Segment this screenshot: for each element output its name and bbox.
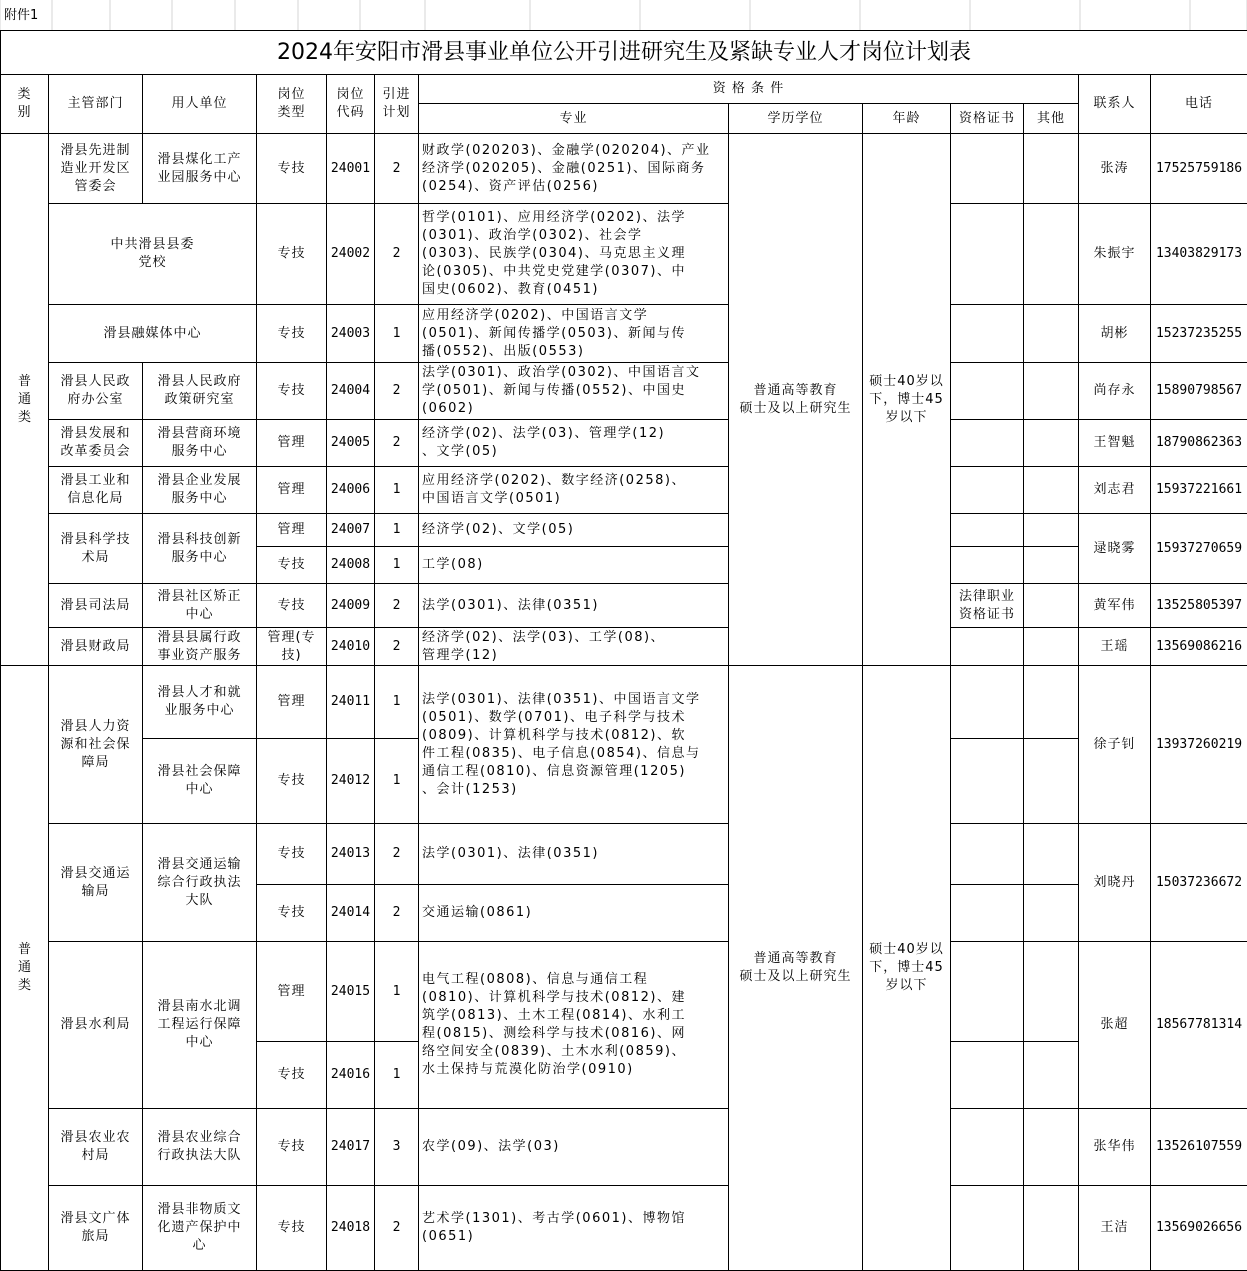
department-cell: 滑县科学技 术局: [48, 513, 143, 584]
other-cell: [1023, 362, 1079, 420]
phone-cell: 13526107559: [1150, 1108, 1247, 1186]
plan-cell: 1: [374, 665, 419, 739]
unit-cell: 滑县县属行政 事业资产服务: [142, 627, 257, 666]
other-cell: [1023, 466, 1079, 514]
contact-cell: 黄军伟: [1078, 583, 1151, 628]
plan-cell: 2: [374, 1185, 419, 1271]
plan-cell: 1: [374, 513, 419, 547]
major-cell: 工学(08): [418, 546, 729, 584]
post-type-cell: 管理: [256, 513, 327, 547]
certificate-cell: [950, 546, 1024, 584]
contact-cell: 王洁: [1078, 1185, 1151, 1271]
major-cell: 艺术学(1301)、考古学(0601)、博物馆 (0651): [418, 1185, 729, 1271]
post-code-cell: 24002: [326, 203, 375, 305]
header-phone: 电话: [1150, 74, 1247, 134]
category-cell: 普 通 类: [0, 665, 49, 1271]
certificate-cell: [950, 419, 1024, 467]
education-cell: 普通高等教育 硕士及以上研究生: [728, 665, 863, 1271]
phone-cell: 15237235255: [1150, 304, 1247, 363]
post-code-cell: 24004: [326, 362, 375, 420]
plan-cell: 1: [374, 1041, 419, 1109]
post-type-cell: 专技: [256, 203, 327, 305]
unit-cell: 滑县非物质文 化遗产保护中 心: [142, 1185, 257, 1271]
header-post-type: 岗位 类型: [256, 74, 327, 134]
post-type-cell: 专技: [256, 362, 327, 420]
certificate-cell: [950, 627, 1024, 666]
department-cell: 滑县人力资 源和社会保 障局: [48, 665, 143, 824]
header-post-code: 岗位 代码: [326, 74, 375, 134]
other-cell: [1023, 665, 1079, 739]
department-cell: 滑县人民政 府办公室: [48, 362, 143, 420]
certificate-cell: [950, 738, 1024, 824]
other-cell: [1023, 1108, 1079, 1186]
major-cell: 哲学(0101)、应用经济学(0202)、法学 (0301)、政治学(0302)、社会学 (0303)、民族学(0304)、马克思主义理 论(0305)、中共党史党建学(0307)、中 国史(0602)、教育(0451): [418, 203, 729, 305]
post-code-cell: 24017: [326, 1108, 375, 1186]
post-type-cell: 专技: [256, 1041, 327, 1109]
post-code-cell: 24005: [326, 419, 375, 467]
other-cell: [1023, 738, 1079, 824]
department-cell: 滑县工业和 信息化局: [48, 466, 143, 514]
post-type-cell: 专技: [256, 133, 327, 204]
post-code-cell: 24012: [326, 738, 375, 824]
plan-cell: 1: [374, 304, 419, 363]
post-code-cell: 24003: [326, 304, 375, 363]
post-type-cell: 管理: [256, 665, 327, 739]
unit-cell: 滑县交通运输 综合行政执法 大队: [142, 823, 257, 942]
header-department: 主管部门: [48, 74, 143, 134]
contact-cell: 徐子钊: [1078, 665, 1151, 824]
contact-cell: 尚存永: [1078, 362, 1151, 420]
other-cell: [1023, 419, 1079, 467]
major-cell: 电气工程(0808)、信息与通信工程 (0810)、计算机科学与技术(0812)、建 筑学(0813)、土木工程(0814)、水利工 程(0815)、测绘科学与技术(0816)、网 络空间安全(0839)、土木水利(0859)、 水土保持与荒漠化防治学(0910): [418, 941, 729, 1109]
major-cell: 法学(0301)、法律(0351)、中国语言文学 (0501)、数学(0701)、电子科学与技术 (0809)、计算机科学与技术(0812)、软 件工程(0835)、电子信息(0854)、信息与 通信工程(0810)、信息资源管理(1205) 、会计(1253): [418, 665, 729, 824]
other-cell: [1023, 884, 1079, 942]
age-cell: 硕士40岁以 下，博士45 岁以下: [862, 665, 951, 1271]
major-cell: 农学(09)、法学(03): [418, 1108, 729, 1186]
post-code-cell: 24018: [326, 1185, 375, 1271]
header-certificate: 资格证书: [950, 103, 1024, 134]
header-education: 学历学位: [728, 103, 863, 134]
department-cell: 滑县农业农 村局: [48, 1108, 143, 1186]
major-cell: 法学(0301)、政治学(0302)、中国语言文 学(0501)、新闻与传播(0552)、中国史 (0602): [418, 362, 729, 420]
certificate-cell: [950, 513, 1024, 547]
department-cell: 滑县文广体 旅局: [48, 1185, 143, 1271]
phone-cell: 13569026656: [1150, 1185, 1247, 1271]
certificate-cell: 法律职业 资格证书: [950, 583, 1024, 628]
other-cell: [1023, 583, 1079, 628]
certificate-cell: [950, 203, 1024, 305]
post-code-cell: 24007: [326, 513, 375, 547]
post-type-cell: 管理: [256, 941, 327, 1042]
certificate-cell: [950, 133, 1024, 204]
phone-cell: 13569086216: [1150, 627, 1247, 666]
contact-cell: 刘志君: [1078, 466, 1151, 514]
certificate-cell: [950, 1108, 1024, 1186]
major-cell: 法学(0301)、法律(0351): [418, 583, 729, 628]
phone-cell: 18567781314: [1150, 941, 1247, 1109]
plan-cell: 1: [374, 738, 419, 824]
attachment-label: 附件1: [4, 7, 39, 23]
post-type-cell: 管理(专 技): [256, 627, 327, 666]
certificate-cell: [950, 1185, 1024, 1271]
certificate-cell: [950, 823, 1024, 885]
post-type-cell: 专技: [256, 583, 327, 628]
certificate-cell: [950, 941, 1024, 1042]
unit-cell: 滑县社会保障 中心: [142, 738, 257, 824]
department-unit-cell: 滑县融媒体中心: [48, 304, 257, 363]
certificate-cell: [950, 665, 1024, 739]
other-cell: [1023, 513, 1079, 547]
age-cell: 硕士40岁以 下，博士45 岁以下: [862, 133, 951, 666]
page-title: 2024年安阳市滑县事业单位公开引进研究生及紧缺专业人才岗位计划表: [0, 30, 1247, 75]
plan-cell: 2: [374, 133, 419, 204]
post-type-cell: 管理: [256, 466, 327, 514]
phone-cell: 15937221661: [1150, 466, 1247, 514]
certificate-cell: [950, 362, 1024, 420]
post-type-cell: 专技: [256, 1108, 327, 1186]
plan-cell: 1: [374, 466, 419, 514]
header-plan: 引进 计划: [374, 74, 419, 134]
post-code-cell: 24010: [326, 627, 375, 666]
unit-cell: 滑县人才和就 业服务中心: [142, 665, 257, 739]
major-cell: 经济学(02)、法学(03)、管理学(12) 、文学(05): [418, 419, 729, 467]
contact-cell: 王智魁: [1078, 419, 1151, 467]
post-type-cell: 专技: [256, 304, 327, 363]
other-cell: [1023, 941, 1079, 1042]
post-code-cell: 24014: [326, 884, 375, 942]
certificate-cell: [950, 1041, 1024, 1109]
contact-cell: 张华伟: [1078, 1108, 1151, 1186]
header-other: 其他: [1023, 103, 1079, 134]
phone-cell: 17525759186: [1150, 133, 1247, 204]
department-cell: 滑县司法局: [48, 583, 143, 628]
plan-cell: 3: [374, 1108, 419, 1186]
unit-cell: 滑县社区矫正 中心: [142, 583, 257, 628]
certificate-cell: [950, 304, 1024, 363]
unit-cell: 滑县科技创新 服务中心: [142, 513, 257, 584]
post-type-cell: 专技: [256, 823, 327, 885]
plan-cell: 1: [374, 941, 419, 1042]
post-code-cell: 24011: [326, 665, 375, 739]
major-cell: 财政学(020203)、金融学(020204)、产业 经济学(020205)、金融(0251)、国际商务 (0254)、资产评估(0256): [418, 133, 729, 204]
phone-cell: 13937260219: [1150, 665, 1247, 824]
post-code-cell: 24015: [326, 941, 375, 1042]
contact-cell: 刘晓丹: [1078, 823, 1151, 942]
phone-cell: 15937270659: [1150, 513, 1247, 584]
major-cell: 应用经济学(0202)、中国语言文学 (0501)、新闻传播学(0503)、新闻与传 播(0552)、出版(0553): [418, 304, 729, 363]
unit-cell: 滑县企业发展 服务中心: [142, 466, 257, 514]
phone-cell: 13525805397: [1150, 583, 1247, 628]
major-cell: 法学(0301)、法律(0351): [418, 823, 729, 885]
phone-cell: 15037236672: [1150, 823, 1247, 942]
plan-cell: 2: [374, 823, 419, 885]
phone-cell: 18790862363: [1150, 419, 1247, 467]
department-cell: 滑县先进制 造业开发区 管委会: [48, 133, 143, 204]
plan-cell: 2: [374, 419, 419, 467]
header-unit: 用人单位: [142, 74, 257, 134]
contact-cell: 张涛: [1078, 133, 1151, 204]
education-cell: 普通高等教育 硕士及以上研究生: [728, 133, 863, 666]
unit-cell: 滑县人民政府 政策研究室: [142, 362, 257, 420]
major-cell: 经济学(02)、文学(05): [418, 513, 729, 547]
plan-cell: 2: [374, 203, 419, 305]
post-code-cell: 24016: [326, 1041, 375, 1109]
post-type-cell: 专技: [256, 546, 327, 584]
unit-cell: 滑县煤化工产 业园服务中心: [142, 133, 257, 204]
post-code-cell: 24006: [326, 466, 375, 514]
other-cell: [1023, 1041, 1079, 1109]
plan-cell: 2: [374, 583, 419, 628]
major-cell: 经济学(02)、法学(03)、工学(08)、 管理学(12): [418, 627, 729, 666]
unit-cell: 滑县农业综合 行政执法大队: [142, 1108, 257, 1186]
major-cell: 应用经济学(0202)、数字经济(0258)、 中国语言文学(0501): [418, 466, 729, 514]
post-code-cell: 24013: [326, 823, 375, 885]
department-unit-cell: 中共滑县县委 党校: [48, 203, 257, 305]
contact-cell: 朱振宇: [1078, 203, 1151, 305]
department-cell: 滑县财政局: [48, 627, 143, 666]
plan-cell: 2: [374, 884, 419, 942]
other-cell: [1023, 546, 1079, 584]
unit-cell: 滑县南水北调 工程运行保障 中心: [142, 941, 257, 1109]
contact-cell: 胡彬: [1078, 304, 1151, 363]
category-cell: 普 通 类: [0, 133, 49, 666]
header-age: 年龄: [862, 103, 951, 134]
plan-cell: 2: [374, 627, 419, 666]
other-cell: [1023, 1185, 1079, 1271]
other-cell: [1023, 133, 1079, 204]
phone-cell: 15890798567: [1150, 362, 1247, 420]
header-category: 类 别: [0, 74, 49, 134]
post-type-cell: 专技: [256, 884, 327, 942]
unit-cell: 滑县营商环境 服务中心: [142, 419, 257, 467]
department-cell: 滑县发展和 改革委员会: [48, 419, 143, 467]
other-cell: [1023, 203, 1079, 305]
header-qualification: 资 格 条 件: [418, 74, 1079, 104]
other-cell: [1023, 304, 1079, 363]
post-code-cell: 24001: [326, 133, 375, 204]
major-cell: 交通运输(0861): [418, 884, 729, 942]
plan-cell: 1: [374, 546, 419, 584]
contact-cell: 张超: [1078, 941, 1151, 1109]
department-cell: 滑县水利局: [48, 941, 143, 1109]
post-type-cell: 专技: [256, 738, 327, 824]
post-type-cell: 专技: [256, 1185, 327, 1271]
other-cell: [1023, 627, 1079, 666]
other-cell: [1023, 823, 1079, 885]
certificate-cell: [950, 884, 1024, 942]
certificate-cell: [950, 466, 1024, 514]
post-type-cell: 管理: [256, 419, 327, 467]
contact-cell: 逯晓雾: [1078, 513, 1151, 584]
post-code-cell: 24008: [326, 546, 375, 584]
department-cell: 滑县交通运 输局: [48, 823, 143, 942]
contact-cell: 王瑶: [1078, 627, 1151, 666]
header-major: 专业: [418, 103, 729, 134]
post-code-cell: 24009: [326, 583, 375, 628]
phone-cell: 13403829173: [1150, 203, 1247, 305]
plan-cell: 2: [374, 362, 419, 420]
header-contact: 联系人: [1078, 74, 1151, 134]
